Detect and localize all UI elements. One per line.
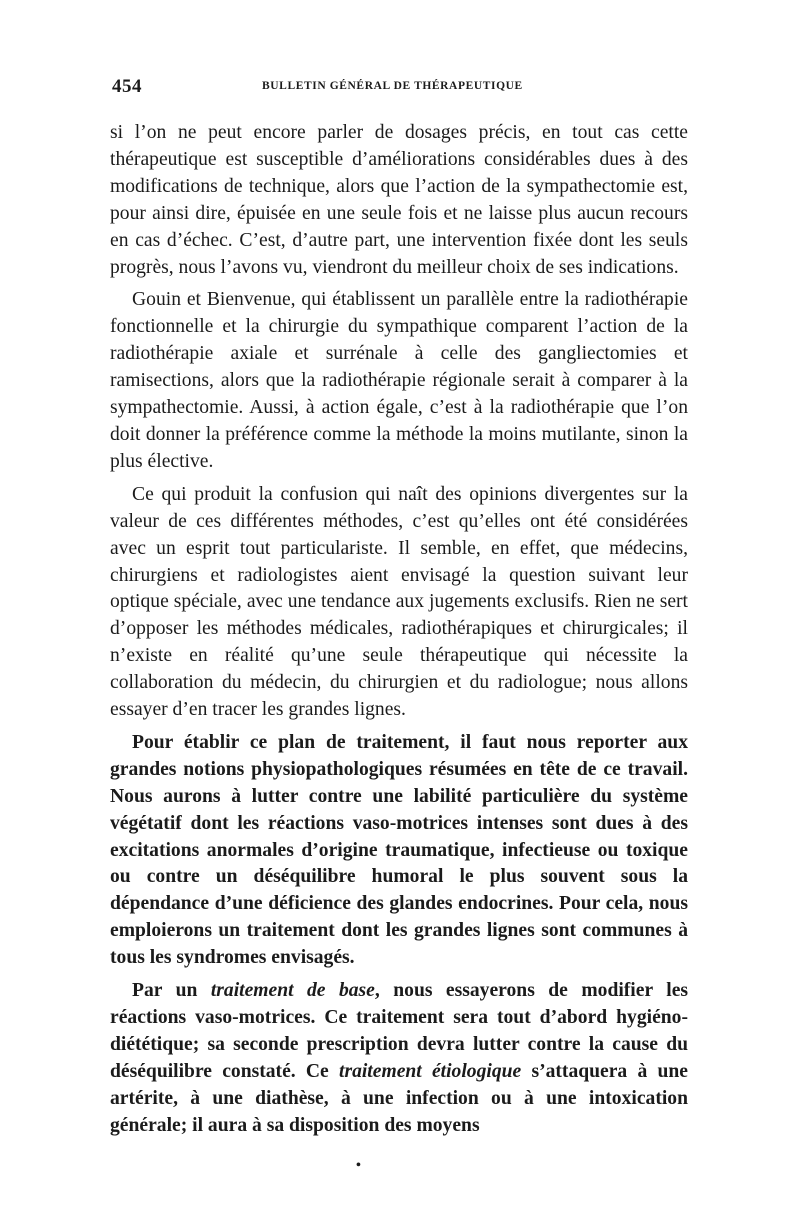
page-header — [112, 76, 688, 98]
paragraph-1: si l’on ne peut encore parler de dosages précis, en tout cas cette thérapeutique est susceptible d’améliorations considérables dues à des modifications de technique, alors que l’action de la sympathectomie est, pour ainsi dire, épuisée en une seule fois et ne laisse plus aucun recours en cas d’échec. C’est, d’autre part, une intervention fixée dont les seuls progrès, nous l’avons vu, viendront du meilleur choix de ses indications. — [110, 122, 688, 278]
footer-mark: • — [356, 1158, 361, 1173]
paragraph-5-text-2: , nous essayerons de modifier les réactions vaso-motrices. Ce traitement sera tout d’abord hygiéno-diététique; sa seconde prescription devra lutter contre la cause du déséquilibre constaté. Ce — [110, 980, 689, 1082]
paragraph-2: Gouin et Bienvenue, qui établissent un parallèle entre la radiothérapie fonctionnelle et la chirurgie du sympathique comparent l’action de la radiothérapie axiale et surrénale à celle des gangliectomies et ramisections, alors que la radiothérapie régionale serait à comparer à la sympathectomie. Aussi, à action égale, c’est à la radiothérapie que l’on doit donner la préférence comme la méthode la moins mutilante, sinon la plus élective. — [110, 289, 688, 472]
paragraph-5-text-3: s’attaquera à une artérite, à une diathèse, à une infection ou à une intoxication générale; il aura à sa disposition des moyens — [110, 1060, 688, 1136]
italic-term-treatment-etiologique: traitement étiologique — [339, 1060, 522, 1082]
paragraph-3: Ce qui produit la confusion qui naît des opinions divergentes sur la valeur de ces différentes méthodes, c’est qu’elles ont été considérées avec un esprit tout particulariste. Il semble, en effet, que médecins, chirurgiens et radiologistes aient envisagé la question suivant leur optique spéciale, avec une tendance aux jugements exclusifs. Rien ne sert d’opposer les méthodes médicales, radiothérapiques et chirurgicales; il n’existe en réalité qu’une seule thérapeutique qui nécessite la collaboration du médecin, du chirurgien et du radiologue; nous allons essayer d’en tracer les grandes lignes. — [110, 483, 688, 721]
italic-term-treatment-de-base: traitement de base — [210, 980, 375, 1002]
body-text — [110, 120, 688, 1146]
paragraph-5 — [110, 978, 688, 1139]
paragraph-4: Pour établir ce plan de traitement, il faut nous reporter aux grandes notions physiopathologiques résumées en tête de ce travail. Nous aurons à lutter contre une labilité particulière du système végétatif dont les réactions vaso-motrices intenses sont dues à des excitations anormales d’origine traumatique, infectieuse ou toxique ou contre un déséquilibre humoral le plus souvent sous la dépendance d’une déficience des glandes endocrines. Pour cela, nous emploierons un traitement dont les grandes lignes sont communes à tous les syndromes envisagés. — [110, 731, 688, 969]
page-number: 454 — [112, 76, 142, 97]
paragraph-5-text-1: Par un — [132, 980, 211, 1002]
running-title: BULLETIN GÉNÉRAL DE THÉRAPEUTIQUE — [262, 80, 523, 92]
